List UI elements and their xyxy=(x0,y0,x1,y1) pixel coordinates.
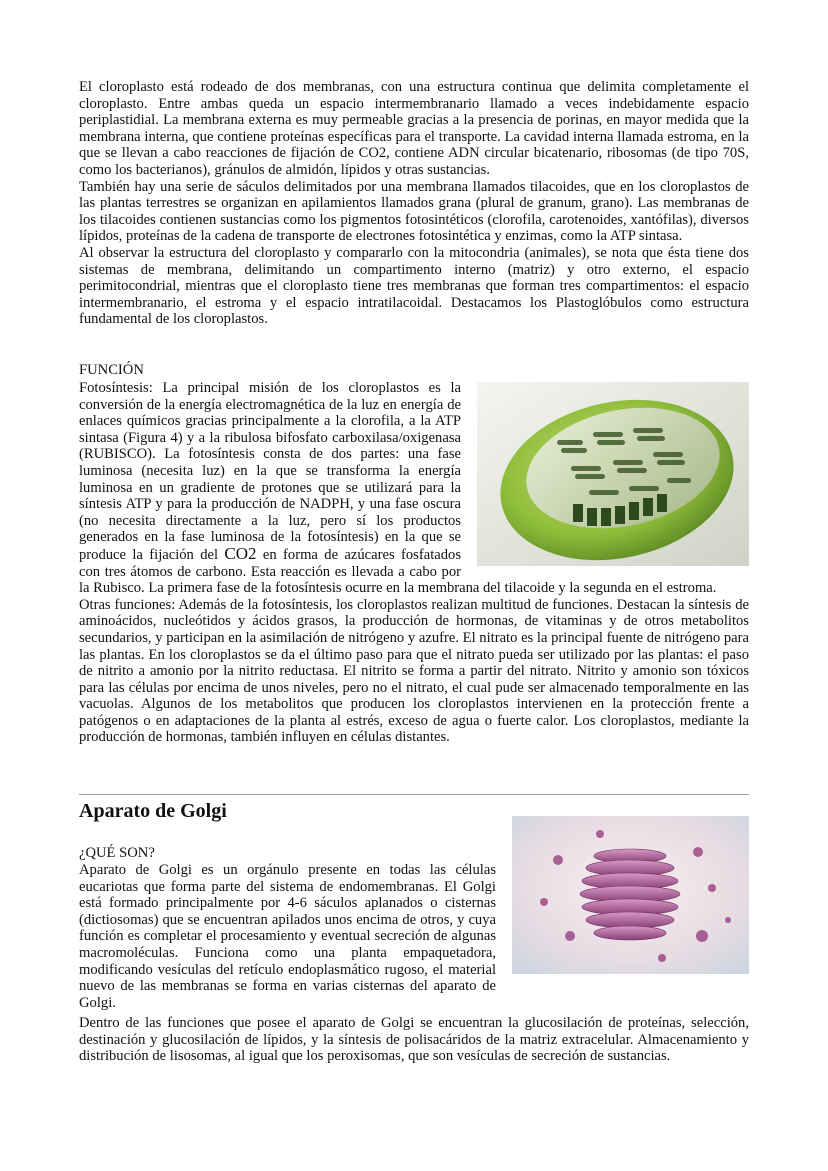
photosynthesis-text-a: Fotosíntesis: La principal misión de los cloroplastos es la conversión de la energía electromagnética de la luz en energía de enlaces químicos gracias principalmente a la clorofila, a la ATP sintasa (Figura 4) y a la ribulosa bifosfato carboxilasa/oxigenasa (RUBISCO). La fotosíntesis consta de dos partes: una fase luminosa (necesita luz) en la que se transforma la energía luminosa en un gradiente de protones que se utilizará para la síntesis ATP y para la producción de NADPH, y una fase oscura (no necesita directamente a la luz, pero sí los productos generados en la fase luminosa de la fotosíntesis) en la que se produce la fijación del xyxy=(79,380,461,563)
que-son-heading: ¿QUÉ SON? xyxy=(79,845,155,861)
funcion-heading: FUNCIÓN xyxy=(79,362,144,378)
golgi-section-title: Aparato de Golgi xyxy=(79,800,227,822)
chloroplast-image xyxy=(477,382,749,566)
intro-paragraph-thylakoids: También hay una serie de sáculos delimitados por una membrana llamados tilacoides, que en los cloroplastos de las plantas terrestres se organizan en apilamientos llamados grana (plural de granum, grano). Las membranas de los tilacoides contienen sustancias como los pigmentos fotosintéticos (clorofila, carotenoides, xantófilas), diversos lípidos, proteínas de la cadena de transporte de electrones fotosintética y enzimas, como la ATP sintasa. xyxy=(79,178,749,245)
intro-paragraph-membranes: El cloroplasto está rodeado de dos membranas, con una estructura continua que delimita completamente el cloroplasto. Entre ambas queda un espacio intermembranario llamado a veces indebidamente espacio periplastidial. La membrana externa es muy permeable gracias a la presencia de porinas, en mayor medida que la membrana interna, que contiene proteínas específicas para el transporte. La cavidad interna llamada estroma, en la que se llevan a cabo reacciones de fijación de CO2, contiene ADN circular bicatenario, ribosomas (de tipo 70S, como los bacterianos), gránulos de almidón, lípidos y otras sustancias. xyxy=(79,79,749,178)
golgi-functions-paragraph: Dentro de las funciones que posee el aparato de Golgi se encuentran la glucosilación de proteínas, selección, destinación y glucosilación de lípidos, y la síntesis de polisacáridos de la matriz extracelular. Almacenamiento y distribución de lisosomas, al igual que los peroxisomas, que son vesículas de secreción de sustancias. xyxy=(79,1015,749,1065)
golgi-apparatus-image xyxy=(512,816,749,974)
section-divider xyxy=(79,794,749,795)
golgi-definition-paragraph: Aparato de Golgi es un orgánulo presente en todas las células eucariotas que forma parte del sistema de endomembranas. El Golgi está formado principalmente por 4-6 sáculos aplanados o cisternas (dictiosomas) que se encuentran apilados unos encima de otros, y cuya función es completar el procesamiento y eventual secreción de algunas macromoléculas. Funciona como una planta empaquetadora, modificando vesículas del retículo endoplasmático rugoso, el material nuevo de las membranas se forma en varias cisternas del aparato de Golgi. xyxy=(79,862,496,1011)
photosynthesis-text-b: en forma de azúcares fosfatados con tres átomos de carbono. Esta reacción es llevada a cabo por la Rubisco. La primera fase de la fotosíntesis ocurre en la membrana del tilacoide y la segunda en el estroma. xyxy=(79,546,717,597)
intro-section xyxy=(79,79,749,328)
funcion-section xyxy=(79,380,749,746)
intro-paragraph-comparison: Al observar la estructura del cloroplasto y compararlo con la mitocondria (animales), se nota que ésta tiene dos sistemas de membrana, delimitando un compartimento interno (matriz) y otro externo, el espacio perimitocondrial, mientras que el cloroplasto tiene tres membranas que forman tres compartimentos: el espacio intermembranario, el estroma y el espacio intratilacoidal. Destacamos los Plastoglóbulos como estructura fundamental de los cloroplastos. xyxy=(79,244,749,328)
other-functions-paragraph: Otras funciones: Además de la fotosíntesis, los cloroplastos realizan multitud de funciones. Destacan la síntesis de aminoácidos, nucleótidos y ácidos grasos, la producción de hormonas, de vitaminas y de otros metabolitos secundarios, y participan en la asimilación de nitrógeno y azufre. El nitrato es la principal fuente de nitrógeno para las plantas. En los cloroplastos se da el último paso para que el nitrato pueda ser utilizado por las plantas: el paso de nitrito a amonio por la nitrito reductasa. El nitrito se forma a partir del nitrato. Nitrito y amonio son tóxicos para las células por encima de unos niveles, pero no el nitrato, el cual pude ser almacenado temporalmente en las vacuolas. Algunos de los metabolitos que producen los cloroplastos intervienen en la protección frente a patógenos o en adaptaciones de la planta al estrés, exceso de agua o fuerte calor. Los cloroplastos, mediante la producción de hormonas, también influyen en células distantes. xyxy=(79,596,749,746)
co2-formula: CO2 xyxy=(224,543,257,563)
